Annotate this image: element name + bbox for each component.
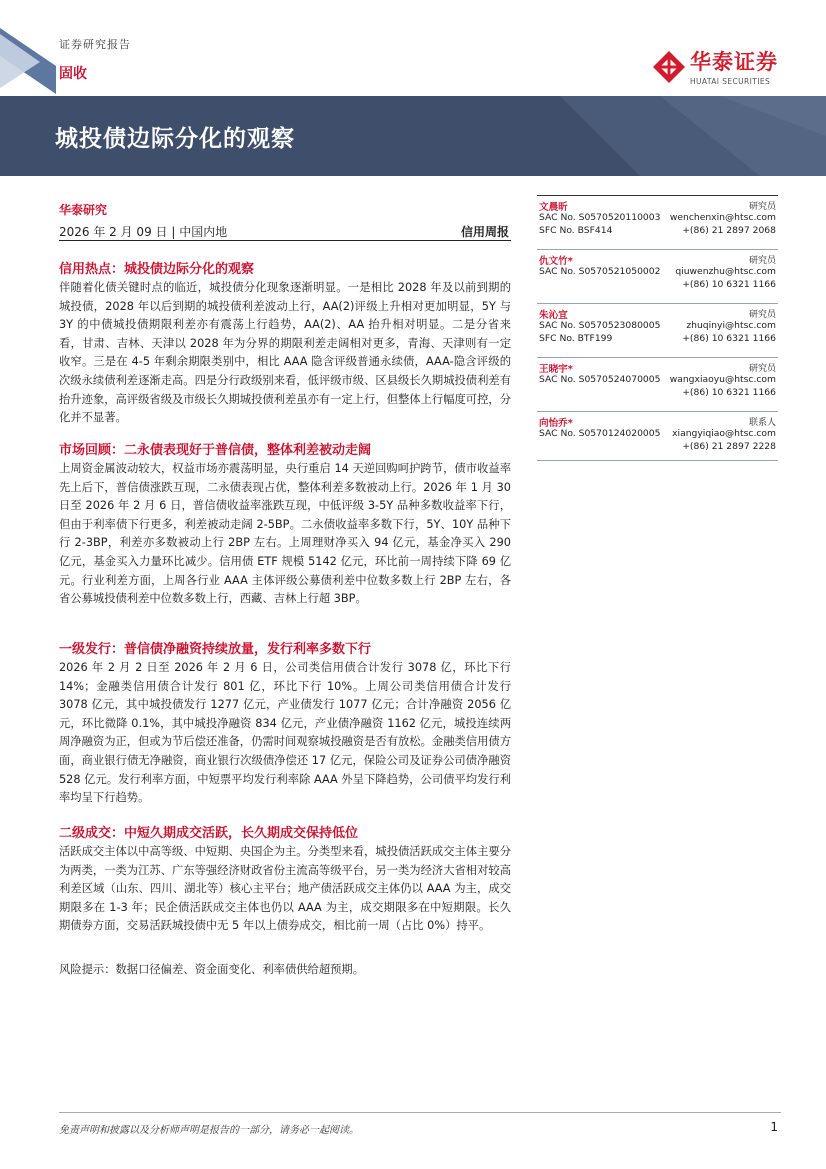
analyst-card xyxy=(537,357,778,411)
page-number: 1 xyxy=(770,1120,778,1134)
section-body: 伴随着化债关键时点的临近，城投债分化现象逐渐明显。一是相比 2028 年及以前到期的城投债，2028 年以后到期的城投债利差波动上行，AA(2)评级上升相对更加明显，5Y 与 3Y 的中债城投债期限利差亦有震荡上行趋势，AA(2)、AA 抬升相对明显。二是分省来看，甘肃、吉林、天津以 2028 年为分界的期限利差走阔相对更多，青海、天津则有一定收窄。三是在 4-5 年剩余期限类别中，相比 AAA 隐含评级普通永续债，AAA-隐含评级的次级永续债利差逐渐走高。四是分行政级别来看，低评级市级、区县级长久期城投债利差有抬升迹象，高评级省级及市级长久期城投债利差虽亦有一定上行，但整体上行幅度可控，分化并不显著。 xyxy=(59,281,511,425)
analyst-phone: +(86) 10 6321 1166 xyxy=(682,279,776,290)
section-title: 市场回顾：二永债表现好于普信债，整体利差被动走阔 xyxy=(59,443,372,458)
risk-warning: 风险提示：数据口径偏差、资金面变化、利率债供给超预期。 xyxy=(59,963,365,976)
section-body: 活跃成交主体以中高等级、中短期、央国企为主。分类型来看，城投债活跃成交主体主要分为两类，一类为江苏、广东等强经济财政省份主流高等级平台，另一类为经济大省相对较高利差区域（山东、四川、湖北等）核心主平台；地产债活跃成交主体仍以 AAA 为主，成交期限多在 1-3 年；民企债活跃成交主体也仍以 AAA 为主，成交期限多在中短期限。长久期债券方面，交易活跃城投债中无 5 年以上债券成交，相比前一周（占比 0%）持平。 xyxy=(59,845,511,933)
analyst-card xyxy=(537,303,778,357)
section-body: 2026 年 2 月 2 日至 2026 年 2 月 6 日，公司类信用债合计发行 3078 亿，环比下行 14%；金融类信用债合计发行 801 亿，环比下行 10%。上周公司类信用债合计发行 3078 亿元，其中城投债发行 1277 亿元，产业债发行 1077 亿元；合计净融资 2056 亿元，环比微降 0.1%，其中城投净融资 834 亿元，产业债净融资 1162 亿元，城投连续两周净融资为正，但或为节后偿还准备，仍需时间观察城投融资是否有放松。金融类信用债方面，商业银行债无净融资，商业银行次级债净偿还 17 亿元，保险公司及证券公司债净融资 528 亿元。发行利率方面，中短票平均发行利率除 AAA 外呈下降趋势，公司债平均发行利率均呈下行趋势。 xyxy=(59,661,511,805)
logo-text-cn: 华泰证券 xyxy=(690,50,778,74)
footer-divider xyxy=(59,1112,781,1113)
analyst-role: 研究员 xyxy=(748,256,776,266)
analyst-phone: +(86) 10 6321 1166 xyxy=(682,333,776,344)
analyst-email[interactable]: qiuwenzhu@htsc.com xyxy=(675,266,776,277)
huatai-logo-icon xyxy=(652,50,686,84)
section-title: 信用热点：城投债边际分化的观察 xyxy=(59,262,255,277)
analyst-email[interactable]: zhuqinyi@htsc.com xyxy=(686,320,776,331)
dateline xyxy=(59,223,511,241)
analyst-sfc: SFC No. BSF414 xyxy=(539,225,613,236)
report-tag: 信用周报 xyxy=(460,225,509,239)
section-credit-hotspot xyxy=(59,260,511,428)
report-date: 2026 年 2 月 09 日 | 中国内地 xyxy=(59,225,228,239)
analyst-role: 研究员 xyxy=(748,202,776,212)
analyst-email[interactable]: xiangyiqiao@htsc.com xyxy=(672,428,776,439)
analyst-name: 文晨昕 xyxy=(539,202,568,213)
section-body: 上周资金属波动较大，权益市场亦震荡明显，央行重启 14 天逆回购呵护跨节，债市收益率先上后下，普信债涨跌互现，二永债表现占优，整体利差多数被动上行。2026 年 1 月 30 日至 2026 年 2 月 6 日，普信债收益率涨跌互现，中低评级 3-5Y 品种多数收益率下行，但由于利率债下行更多，利差被动走阔 2-5BP。二永债收益率多数下行，5Y、10Y 品种下行 2-3BP，利差亦多数被动上行 2BP 左右。上周理财净买入 94 亿元，基金净买入 290 亿元，基金买入力量环比减少。信用债 ETF 规模 5142 亿元，环比前一周持续下降 69 亿元。行业利差方面，上周各行业 AAA 主体评级公募债利差中位数多数上行 2BP 左右，各省公募城投债利差中位数多数上行，西藏、吉林上行超 3BP。 xyxy=(59,462,511,606)
analyst-card xyxy=(537,411,778,461)
analyst-phone: +(86) 21 2897 2228 xyxy=(682,441,776,452)
section-secondary-trading xyxy=(59,824,511,936)
analyst-name: 仇文竹* xyxy=(539,256,573,267)
analyst-sac: SAC No. S0570523080005 xyxy=(539,320,661,331)
section-title: 一级发行：普信债净融资持续放量，发行利率多数下行 xyxy=(59,642,372,657)
analyst-sac: SAC No. S0570520110003 xyxy=(539,212,661,223)
analyst-name: 朱沁宜 xyxy=(539,310,568,321)
report-type: 证券研究报告 xyxy=(59,38,131,51)
corner-decoration xyxy=(0,28,56,94)
analyst-name: 王晓宇* xyxy=(539,364,573,375)
analyst-sac: SAC No. S0570124020005 xyxy=(539,428,661,439)
analyst-phone: +(86) 21 2897 2068 xyxy=(682,225,776,236)
analyst-sac: SAC No. S0570524070005 xyxy=(539,374,661,385)
section-market-review xyxy=(59,441,511,609)
footer-disclaimer: 免责声明和披露以及分析师声明是报告的一部分，请务必一起阅读。 xyxy=(59,1125,359,1136)
analyst-card xyxy=(537,249,778,303)
section-primary-issuance xyxy=(59,640,511,808)
section-title: 二级成交：中短久期成交活跃，长久期成交保持低位 xyxy=(59,826,359,841)
analyst-role: 研究员 xyxy=(748,310,776,320)
analyst-role: 研究员 xyxy=(748,364,776,374)
analyst-name: 向怡乔* xyxy=(539,418,573,429)
analyst-sac: SAC No. S0570521050002 xyxy=(539,266,661,277)
report-title: 城投债边际分化的观察 xyxy=(55,126,295,152)
analyst-phone: +(86) 10 6321 1166 xyxy=(682,387,776,398)
title-banner xyxy=(0,96,826,176)
analyst-panel xyxy=(537,195,778,461)
brand-label: 华泰研究 xyxy=(59,203,108,217)
company-logo xyxy=(652,50,784,92)
analyst-card xyxy=(537,195,778,249)
analyst-email[interactable]: wenchenxin@htsc.com xyxy=(669,212,776,223)
logo-text-en: HUATAI SECURITIES xyxy=(690,77,771,86)
report-category: 固收 xyxy=(59,66,87,82)
analyst-email[interactable]: wangxiaoyu@htsc.com xyxy=(669,374,776,385)
analyst-sfc: SFC No. BTF199 xyxy=(539,333,613,344)
analyst-role: 联系人 xyxy=(748,418,776,428)
